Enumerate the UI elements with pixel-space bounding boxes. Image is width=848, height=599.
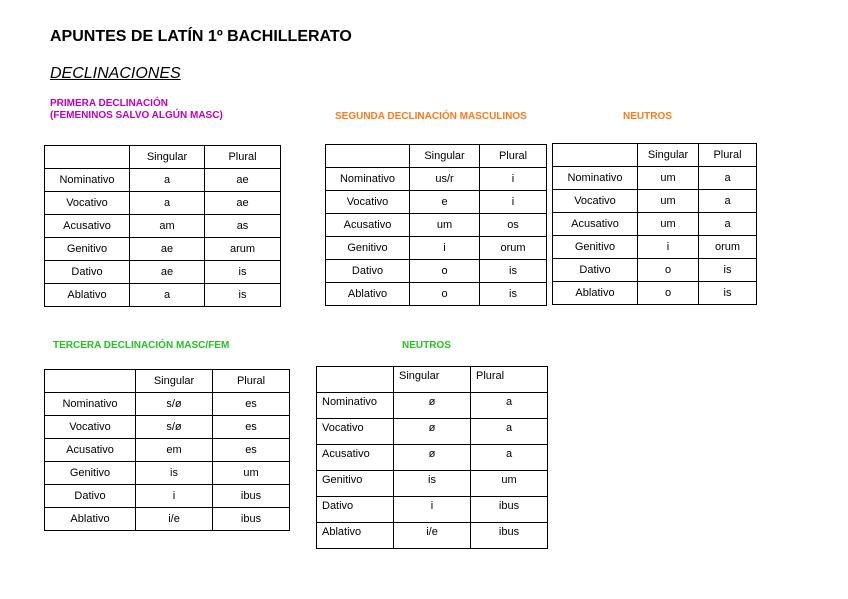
plural-ending: a [699, 190, 757, 213]
plural-ending: ae [205, 192, 281, 215]
plural-ending: os [480, 214, 547, 237]
table-row [45, 416, 290, 439]
singular-ending: i [638, 236, 699, 259]
header-blank-cell [326, 145, 410, 168]
plural-ending: um [213, 462, 290, 485]
singular-ending: i [394, 497, 471, 523]
header-singular: Singular [638, 144, 699, 167]
table-segunda-masculinos [325, 144, 547, 306]
table-row [45, 508, 290, 531]
case-label: Ablativo [45, 508, 136, 531]
singular-ending: a [130, 192, 205, 215]
case-label: Dativo [553, 259, 638, 282]
table-row [45, 393, 290, 416]
header-singular: Singular [130, 146, 205, 169]
header-plural: Plural [480, 145, 547, 168]
table-row [45, 192, 281, 215]
table-row [326, 168, 547, 191]
table-row [326, 214, 547, 237]
plural-ending: es [213, 416, 290, 439]
plural-ending: orum [699, 236, 757, 259]
plural-ending: orum [480, 237, 547, 260]
case-label: Vocativo [317, 419, 394, 445]
table-primera-declinacion [44, 145, 281, 307]
table-row [553, 259, 757, 282]
singular-ending: ø [394, 445, 471, 471]
plural-ending: is [205, 284, 281, 307]
case-label: Nominativo [45, 393, 136, 416]
singular-ending: um [410, 214, 480, 237]
plural-ending: is [699, 282, 757, 305]
case-label: Dativo [45, 485, 136, 508]
singular-ending: us/r [410, 168, 480, 191]
table-row [45, 485, 290, 508]
singular-ending: ae [130, 238, 205, 261]
singular-ending: am [130, 215, 205, 238]
table-row [553, 236, 757, 259]
plural-ending: ibus [471, 523, 548, 549]
case-label: Acusativo [45, 439, 136, 462]
heading-segunda-declinacion: SEGUNDA DECLINACIÓN MASCULINOS [335, 111, 527, 122]
table-row [45, 462, 290, 485]
plural-ending: a [471, 445, 548, 471]
plural-ending: a [699, 213, 757, 236]
heading-primera-line2: (FEMENINOS SALVO ALGÚN MASC) [50, 110, 223, 121]
table-tercera-neutros [316, 366, 548, 549]
table-row [317, 445, 548, 471]
header-plural: Plural [205, 146, 281, 169]
singular-ending: i/e [394, 523, 471, 549]
singular-ending: um [638, 190, 699, 213]
plural-ending: is [480, 260, 547, 283]
case-label: Acusativo [45, 215, 130, 238]
singular-ending: i [410, 237, 480, 260]
case-label: Acusativo [326, 214, 410, 237]
plural-ending: i [480, 191, 547, 214]
header-plural: Plural [213, 370, 290, 393]
case-label: Genitivo [326, 237, 410, 260]
singular-ending: a [130, 169, 205, 192]
table-row [45, 238, 281, 261]
table-header-row [45, 146, 281, 169]
table-row [553, 190, 757, 213]
singular-ending: ae [130, 261, 205, 284]
case-label: Ablativo [326, 283, 410, 306]
case-label: Vocativo [326, 191, 410, 214]
singular-ending: o [410, 283, 480, 306]
case-label: Dativo [326, 260, 410, 283]
table-header-row [317, 367, 548, 393]
header-blank-cell [45, 146, 130, 169]
table-header-row [45, 370, 290, 393]
singular-ending: um [638, 213, 699, 236]
header-plural: Plural [471, 367, 548, 393]
table-header-row [553, 144, 757, 167]
singular-ending: i [136, 485, 213, 508]
case-label: Genitivo [553, 236, 638, 259]
header-blank-cell [553, 144, 638, 167]
plural-ending: is [205, 261, 281, 284]
case-label: Genitivo [45, 462, 136, 485]
table-segunda-neutros [552, 143, 757, 305]
table-row [45, 169, 281, 192]
plural-ending: ae [205, 169, 281, 192]
singular-ending: is [394, 471, 471, 497]
header-plural: Plural [699, 144, 757, 167]
case-label: Genitivo [317, 471, 394, 497]
table-row [326, 260, 547, 283]
singular-ending: s/ø [136, 416, 213, 439]
plural-ending: a [471, 393, 548, 419]
table-row [45, 439, 290, 462]
table-row [317, 419, 548, 445]
header-blank-cell [317, 367, 394, 393]
table-row [317, 523, 548, 549]
case-label: Vocativo [45, 192, 130, 215]
plural-ending: a [471, 419, 548, 445]
case-label: Vocativo [553, 190, 638, 213]
heading-tercera-declinacion: TERCERA DECLINACIÓN MASC/FEM [53, 340, 230, 351]
heading-primera-line1: PRIMERA DECLINACIÓN [50, 98, 168, 109]
heading-primera-declinacion [50, 98, 223, 122]
table-row [553, 282, 757, 305]
table-row [326, 191, 547, 214]
table-header-row [326, 145, 547, 168]
header-singular: Singular [394, 367, 471, 393]
heading-segunda-neutros: NEUTROS [623, 111, 672, 122]
page-title: APUNTES DE LATÍN 1º BACHILLERATO [50, 28, 352, 45]
singular-ending: ø [394, 419, 471, 445]
plural-ending: is [699, 259, 757, 282]
table-tercera-masc-fem [44, 369, 290, 531]
case-label: Dativo [317, 497, 394, 523]
case-label: Ablativo [553, 282, 638, 305]
singular-ending: s/ø [136, 393, 213, 416]
plural-ending: ibus [471, 497, 548, 523]
heading-tercera-neutros: NEUTROS [402, 340, 451, 351]
singular-ending: o [638, 259, 699, 282]
table-row [326, 237, 547, 260]
plural-ending: is [480, 283, 547, 306]
singular-ending: e [410, 191, 480, 214]
singular-ending: um [638, 167, 699, 190]
case-label: Nominativo [553, 167, 638, 190]
table-row [553, 167, 757, 190]
table-row [326, 283, 547, 306]
table-row [45, 261, 281, 284]
case-label: Acusativo [553, 213, 638, 236]
table-row [553, 213, 757, 236]
table-row [317, 471, 548, 497]
case-label: Nominativo [317, 393, 394, 419]
header-blank-cell [45, 370, 136, 393]
singular-ending: o [638, 282, 699, 305]
header-singular: Singular [410, 145, 480, 168]
singular-ending: is [136, 462, 213, 485]
plural-ending: es [213, 439, 290, 462]
plural-ending: ibus [213, 485, 290, 508]
singular-ending: ø [394, 393, 471, 419]
plural-ending: i [480, 168, 547, 191]
case-label: Ablativo [45, 284, 130, 307]
case-label: Acusativo [317, 445, 394, 471]
singular-ending: em [136, 439, 213, 462]
table-row [45, 284, 281, 307]
plural-ending: a [699, 167, 757, 190]
singular-ending: o [410, 260, 480, 283]
case-label: Vocativo [45, 416, 136, 439]
case-label: Genitivo [45, 238, 130, 261]
plural-ending: arum [205, 238, 281, 261]
table-row [317, 497, 548, 523]
plural-ending: um [471, 471, 548, 497]
case-label: Nominativo [45, 169, 130, 192]
singular-ending: i/e [136, 508, 213, 531]
plural-ending: ibus [213, 508, 290, 531]
case-label: Nominativo [326, 168, 410, 191]
header-singular: Singular [136, 370, 213, 393]
plural-ending: es [213, 393, 290, 416]
case-label: Ablativo [317, 523, 394, 549]
table-row [317, 393, 548, 419]
section-subtitle: DECLINACIONES [50, 65, 181, 82]
plural-ending: as [205, 215, 281, 238]
case-label: Dativo [45, 261, 130, 284]
singular-ending: a [130, 284, 205, 307]
table-row [45, 215, 281, 238]
